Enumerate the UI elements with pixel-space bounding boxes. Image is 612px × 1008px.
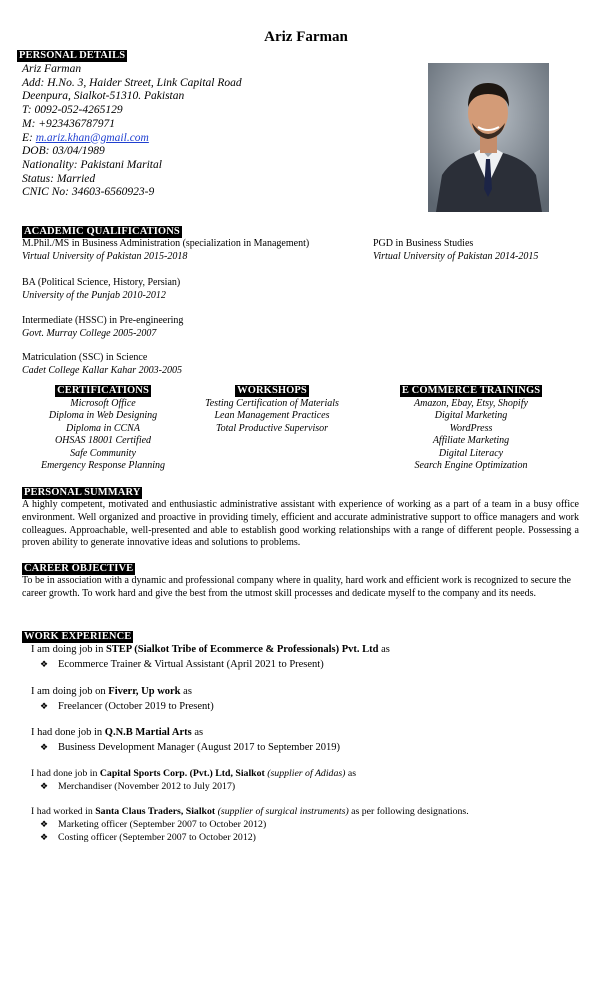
job-entry: [31, 726, 340, 755]
personal-line: Deenpura, Sialkot-51310. Pakistan: [22, 90, 185, 103]
role-item: [31, 831, 469, 844]
job-prefix: I had done job in: [31, 727, 105, 738]
certification-item: Diploma in CCNA: [66, 422, 140, 434]
institution: Virtual University of Pakistan 2014-2015: [373, 250, 539, 262]
institution: Govt. Murray College 2005-2007: [22, 327, 157, 339]
diamond-bullet-icon: ❖: [40, 701, 49, 711]
role-item: [31, 740, 340, 755]
role-item: [31, 780, 356, 793]
personal-line: DOB: 03/04/1989: [22, 145, 105, 158]
summary-heading: PERSONAL SUMMARY: [24, 487, 141, 498]
diamond-bullet-icon: ❖: [40, 832, 49, 842]
personal-line: T: 0092-052-4265129: [22, 104, 123, 117]
job-suffix: as: [191, 727, 204, 738]
institution: University of the Punjab 2010-2012: [22, 289, 166, 301]
ecommerce-heading: E COMMERCE TRAININGS: [401, 385, 541, 396]
role-item: [31, 818, 469, 831]
job-entry: [31, 805, 469, 844]
email-line: [22, 132, 242, 146]
personal-line: Ariz Farman: [22, 63, 82, 75]
company-note: (supplier of Adidas): [267, 768, 346, 779]
company-name: STEP (Sialkot Tribe of Ecommerce & Professionals) Pvt. Ltd: [105, 644, 379, 655]
role-text: Costing officer (September 2007 to October 2012): [58, 832, 256, 843]
workshops-section: [190, 385, 354, 435]
role-text: Business Development Manager (August 2017 to September 2019): [58, 742, 340, 753]
personal-line: Status: Married: [22, 172, 96, 185]
company-note: (supplier of surgical instruments): [217, 806, 349, 817]
job-suffix: as: [345, 768, 357, 779]
ecommerce-item: WordPress: [449, 422, 493, 434]
academic-item: [373, 238, 538, 263]
certifications-heading: CERTIFICATIONS: [57, 385, 149, 396]
personal-details: [22, 63, 242, 200]
workshop-item: Total Productive Supervisor: [215, 422, 329, 434]
job-line: [31, 726, 340, 740]
ecommerce-section: [390, 385, 552, 472]
job-line: [31, 767, 356, 780]
company-name: Santa Claus Traders, Sialkot: [95, 806, 216, 817]
certification-item: Safe Community: [70, 447, 136, 459]
diamond-bullet-icon: ❖: [40, 819, 49, 829]
job-suffix: as: [378, 644, 390, 655]
ecommerce-item: Digital Literacy: [438, 447, 504, 459]
certification-item: Diploma in Web Designing: [48, 410, 158, 422]
degree: BA (Political Science, History, Persian): [22, 277, 181, 288]
job-suffix: as: [180, 686, 192, 697]
personal-line: M: +923436787971: [22, 117, 116, 130]
job-entry: [31, 643, 390, 672]
role-text: Merchandiser (November 2012 to July 2017): [58, 781, 236, 792]
profile-photo: [428, 63, 549, 212]
job-prefix: I am doing job in: [31, 644, 106, 655]
academic-heading: ACADEMIC QUALIFICATIONS: [24, 226, 180, 237]
certification-item: OHSAS 18001 Certified: [54, 435, 152, 447]
academic-item: [22, 238, 309, 263]
job-prefix: I had done job in: [31, 768, 100, 779]
degree: Matriculation (SSC) in Science: [22, 352, 148, 363]
job-prefix: I am doing job on: [31, 686, 109, 697]
degree: M.Phil./MS in Business Administration (specialization in Management): [22, 238, 310, 249]
academic-item: [22, 315, 183, 340]
role-text: Freelancer (October 2019 to Present): [58, 701, 214, 712]
role-text: Ecommerce Trainer & Virtual Assistant (April 2021 to Present): [58, 659, 324, 670]
job-line: [31, 805, 469, 818]
ecommerce-item: Digital Marketing: [434, 410, 508, 422]
diamond-bullet-icon: ❖: [40, 659, 49, 669]
degree: Intermediate (HSSC) in Pre-engineering: [22, 315, 184, 326]
email-link[interactable]: m.ariz.khan@gmail.com: [35, 131, 149, 144]
personal-details-heading: PERSONAL DETAILS: [19, 50, 126, 61]
ecommerce-item: Affiliate Marketing: [432, 435, 510, 447]
job-prefix: I had worked in: [31, 806, 96, 817]
certification-item: Emergency Response Planning: [40, 460, 166, 472]
resume-name: Ariz Farman: [264, 29, 348, 45]
institution: Virtual University of Pakistan 2015-2018: [22, 250, 188, 262]
diamond-bullet-icon: ❖: [40, 781, 49, 791]
company-name: Fiverr, Up work: [108, 686, 181, 697]
personal-line: CNIC No: 34603-6560923-9: [22, 186, 155, 199]
ecommerce-item: Amazon, Ebay, Etsy, Shopify: [414, 398, 528, 409]
role-item: [31, 699, 214, 714]
objective-heading: CAREER OBJECTIVE: [24, 563, 134, 574]
personal-line: Nationality: Pakistani Marital: [22, 158, 162, 171]
ecommerce-item: Search Engine Optimization: [414, 460, 528, 472]
personal-line: Add: H.No. 3, Haider Street, Link Capital Road: [22, 76, 242, 89]
company-name: Capital Sports Corp. (Pvt.) Ltd, Sialkot: [99, 768, 265, 779]
workshop-item: Lean Management Practices: [214, 410, 330, 422]
degree: PGD in Business Studies: [373, 238, 474, 249]
certifications-section: [20, 385, 186, 472]
academic-item: [22, 352, 182, 377]
role-text: Marketing officer (September 2007 to October 2012): [58, 819, 267, 830]
academic-item: [22, 277, 180, 302]
job-entry: [31, 767, 356, 793]
job-line: [31, 643, 390, 657]
summary-text: A highly competent, motivated and enthusiastic administrative assistant with experience of working as a part of a team in a busy office environment. Well organized and proactive in providing timely, efficient and accurate administrative support to office managers and work colleagues. Approachable, well-presented and able to establish good working relationships with a range of different people. Possessing a proven ability to generate innovative ideas and solutions to problems.: [22, 499, 579, 549]
diamond-bullet-icon: ❖: [40, 742, 49, 752]
objective-text: To be in association with a dynamic and professional company where in quality, hard work and efficient work is recognized to secure the career growth. To work hard and give the best from the utmost skill processes and dedicate myself to the company and its needs.: [22, 575, 571, 599]
company-name: Q.N.B Martial Arts: [104, 727, 192, 738]
role-item: [31, 657, 390, 672]
work-heading: WORK EXPERIENCE: [24, 631, 132, 642]
job-line: [31, 685, 214, 699]
certification-item: Microsoft Office: [70, 398, 136, 409]
email-prefix: E:: [22, 131, 36, 144]
workshops-heading: WORKSHOPS: [237, 385, 307, 396]
job-suffix: as per following designations.: [348, 806, 469, 817]
job-entry: [31, 685, 214, 714]
institution: Cadet College Kallar Kahar 2003-2005: [22, 364, 182, 376]
profile-photo-illustration: [428, 63, 549, 212]
workshop-item: Testing Certification of Materials: [205, 398, 339, 409]
